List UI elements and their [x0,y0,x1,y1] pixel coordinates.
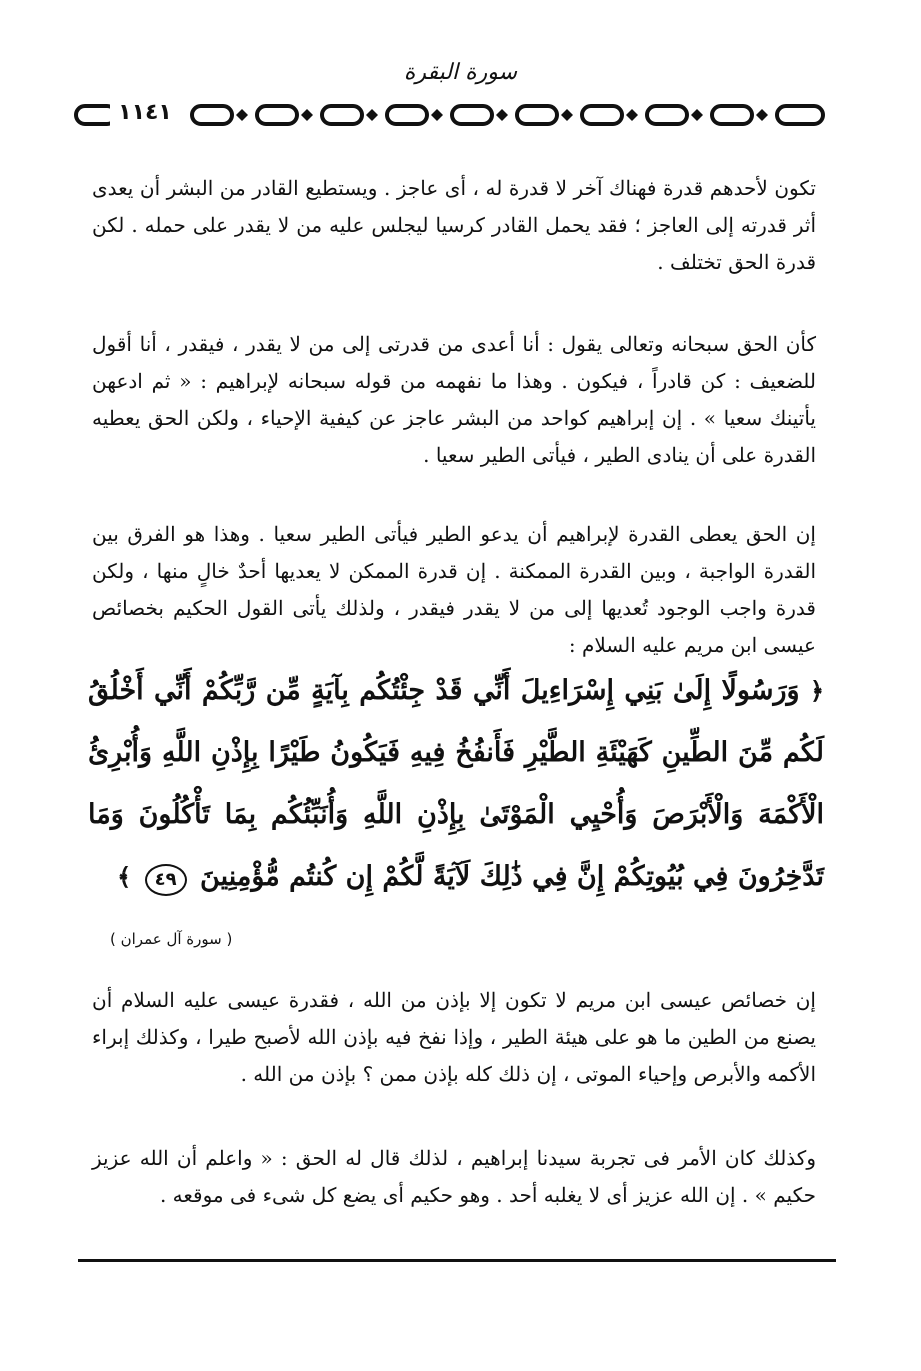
quran-open-bracket: ﴿ [809,676,824,705]
quran-verse-text: وَرَسُولًا إِلَىٰ بَنِي إِسْرَاءِيلَ أَنِّي قَدْ جِئْتُكُم بِآيَةٍ مِّن رَّبِّكُمْ أَنِّي أَخْلُقُ لَكُم مِّنَ الطِّينِ كَهَيْئَةِ الطَّيْرِ فَأَنفُخُ فِيهِ فَيَكُونُ طَيْرًا بِإِذْنِ اللَّهِ وَأُبْرِئُ الْأَكْمَهَ وَالْأَبْرَصَ وَأُحْيِي الْمَوْتَىٰ بِإِذْنِ اللَّهِ وَأُنَبِّئُكُم بِمَا تَأْكُلُونَ وَمَا تَدَّخِرُونَ فِي بُيُوتِكُمْ إِنَّ فِي ذَٰلِكَ لَآيَةً لَّكُمْ إِن كُنتُم مُّؤْمِنِينَ [88,675,824,892]
bottom-divider [78,1259,836,1262]
paragraph-3: إن الحق يعطى القدرة لإبراهيم أن يدعو الطير فيأتى الطير سعيا . وهذا هو الفرق بين القدرة الواجبة ، وبين القدرة الممكنة . إن قدرة الممكن لا يعديها أحدٌ خالٍ منها ، ولكن قدرة واجب الوجود تُعديها إلى من لا يقدر فيقدر ، ولذلك يأتى القول الحكيم بخصائص عيسى ابن مريم عليه السلام : [92,522,816,657]
paragraph-5: وكذلك كان الأمر فى تجربة سيدنا إبراهيم ، لذلك قال له الحق : « واعلم أن الله عزيز حكيم » . إن الله عزيز أى لا يغلبه أحد . وهو حكيم أى يضع كل شىء فى موقعه . [92,1146,816,1207]
quran-verse-block [88,660,824,908]
page-number: ١١٤١ [110,96,180,130]
paragraph-1: تكون لأحدهم قدرة فهناك آخر لا قدرة له ، أى عاجز . ويستطيع القادر من البشر أن يعدى أثر قدرته إلى العاجز ؛ فقد يحمل القادر كرسيا ليجلس عليه من لا يقدر على حمله . لكن قدرة الحق تختلف . [92,176,816,274]
ayah-number-marker: ٤٩ [145,864,187,896]
paragraph-2: كأن الحق سبحانه وتعالى يقول : أنا أعدى من قدرتى إلى من لا يقدر ، فيقدر ، أنا أقول للضعيف : كن قادراً ، فيكون . وهذا ما نفهمه من قوله سبحانه لإبراهيم : « ثم ادعهن يأتينك سعيا » . إن إبراهيم كواحد من البشر عاجز عن كيفية الإحياء ، ولكن الحق يعطيه القدرة على أن ينادى الطير ، فيأتى الطير سعيا . [92,332,816,467]
ornamental-header-band [72,98,832,132]
paragraph-4: إن خصائص عيسى ابن مريم لا تكون إلا بإذن من الله ، فقدرة عيسى عليه السلام أن يصنع من الطين ما هو على هيئة الطير ، وإذا نفخ فيه بإذن الله لأصبح طيرا ، وكذلك إبراء الأكمه والأبرص وإحياء الموتى ، إن ذلك كله بإذن ممن ؟ بإذن من الله . [92,988,816,1086]
surah-title: سورة البقرة [403,60,518,85]
quran-close-bracket: ﴾ [117,862,132,891]
quran-source-reference: ( سورة آل عمران ) [110,930,233,948]
